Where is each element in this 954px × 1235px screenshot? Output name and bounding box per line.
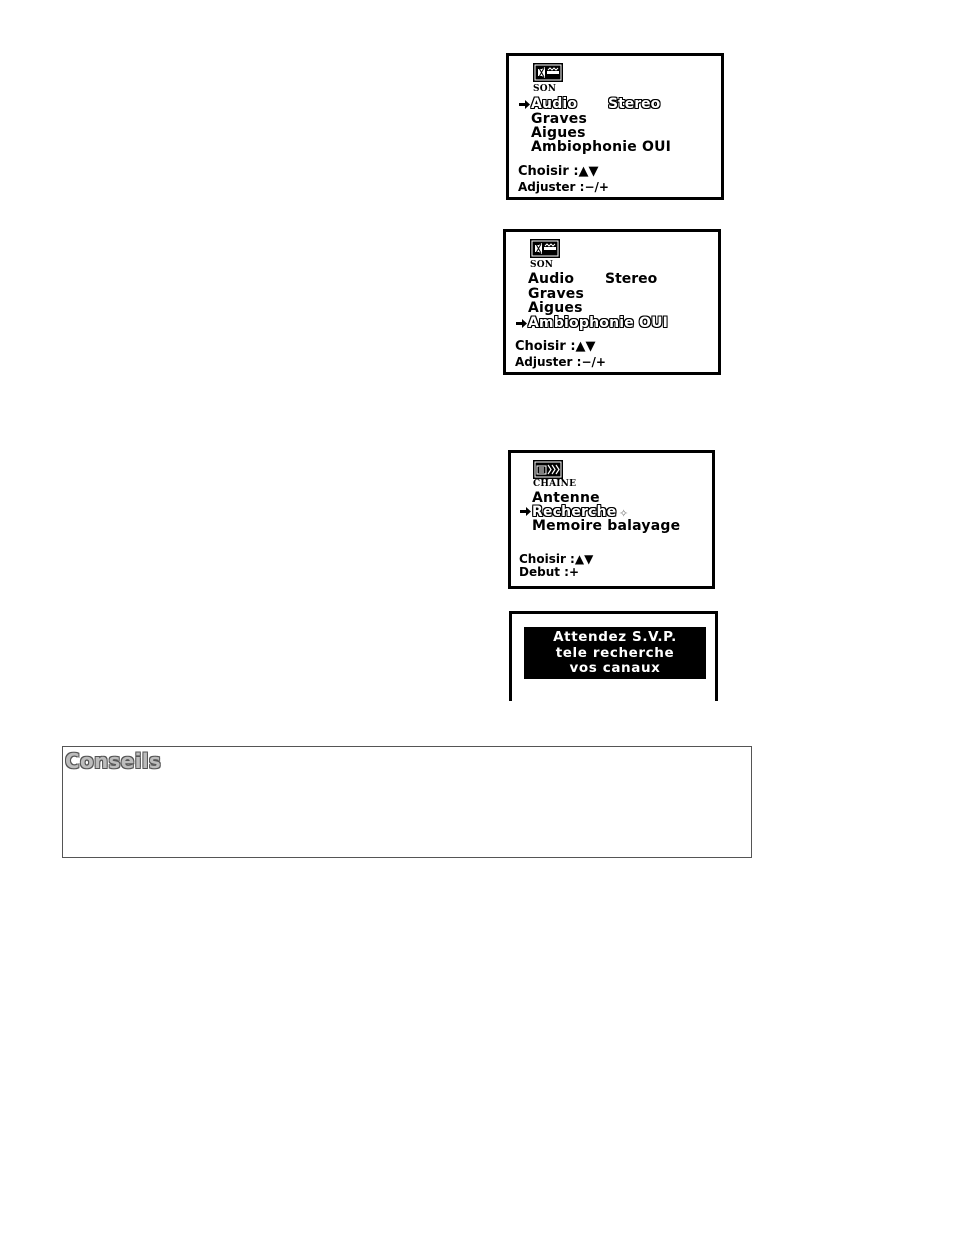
hint-choose: Choisir :▲▼ [518, 164, 599, 179]
hint-start: Debut :+ [519, 565, 579, 579]
menu-item-ambiophonie[interactable]: Ambiophonie OUI [528, 315, 669, 331]
audio-value: Stereo [608, 96, 661, 112]
osd-sound-menu-ambiophonie [503, 229, 721, 375]
menu-title: SON [533, 84, 557, 94]
menu-item-ambiophonie[interactable]: Ambiophonie OUI [531, 139, 672, 155]
menu-item-recherche[interactable]: Recherche [532, 504, 617, 520]
selection-arrow-icon [516, 318, 527, 329]
selection-arrow-icon [519, 99, 530, 110]
search-marker-icon: ✧ [619, 507, 629, 520]
channel-icon [533, 460, 563, 479]
menu-item-audio[interactable]: Audio [531, 96, 578, 112]
tips-box [62, 746, 752, 858]
wait-message [524, 627, 706, 679]
tips-title: Conseils [65, 749, 162, 773]
menu-item-memoire-balayage[interactable]: Memoire balayage [532, 518, 681, 534]
menu-item-aigues[interactable]: Aigues [531, 125, 586, 141]
hint-choose: Choisir :▲▼ [519, 552, 594, 566]
sound-icon [533, 63, 563, 82]
hint-adjust: Adjuster :−/+ [518, 180, 609, 194]
wait-line-2: tele recherche [555, 644, 675, 661]
osd-wait-screen [509, 611, 718, 701]
osd-sound-menu-audio [506, 53, 724, 200]
audio-value: Stereo [605, 271, 658, 287]
osd-channel-menu [508, 450, 715, 589]
sound-icon [530, 239, 560, 258]
hint-adjust: Adjuster :−/+ [515, 355, 606, 369]
hint-choose: Choisir :▲▼ [515, 339, 596, 354]
menu-item-graves[interactable]: Graves [528, 286, 584, 302]
menu-item-aigues[interactable]: Aigues [528, 300, 583, 316]
menu-item-graves[interactable]: Graves [531, 111, 587, 127]
menu-item-antenne[interactable]: Antenne [532, 490, 600, 506]
menu-title: SON [530, 260, 554, 270]
menu-title: CHAINE [533, 479, 577, 489]
menu-item-audio[interactable]: Audio [528, 271, 575, 287]
wait-line-1: Attendez S.V.P. [553, 629, 677, 645]
wait-line-3: vos canaux [569, 660, 661, 676]
selection-arrow-icon [520, 506, 531, 517]
